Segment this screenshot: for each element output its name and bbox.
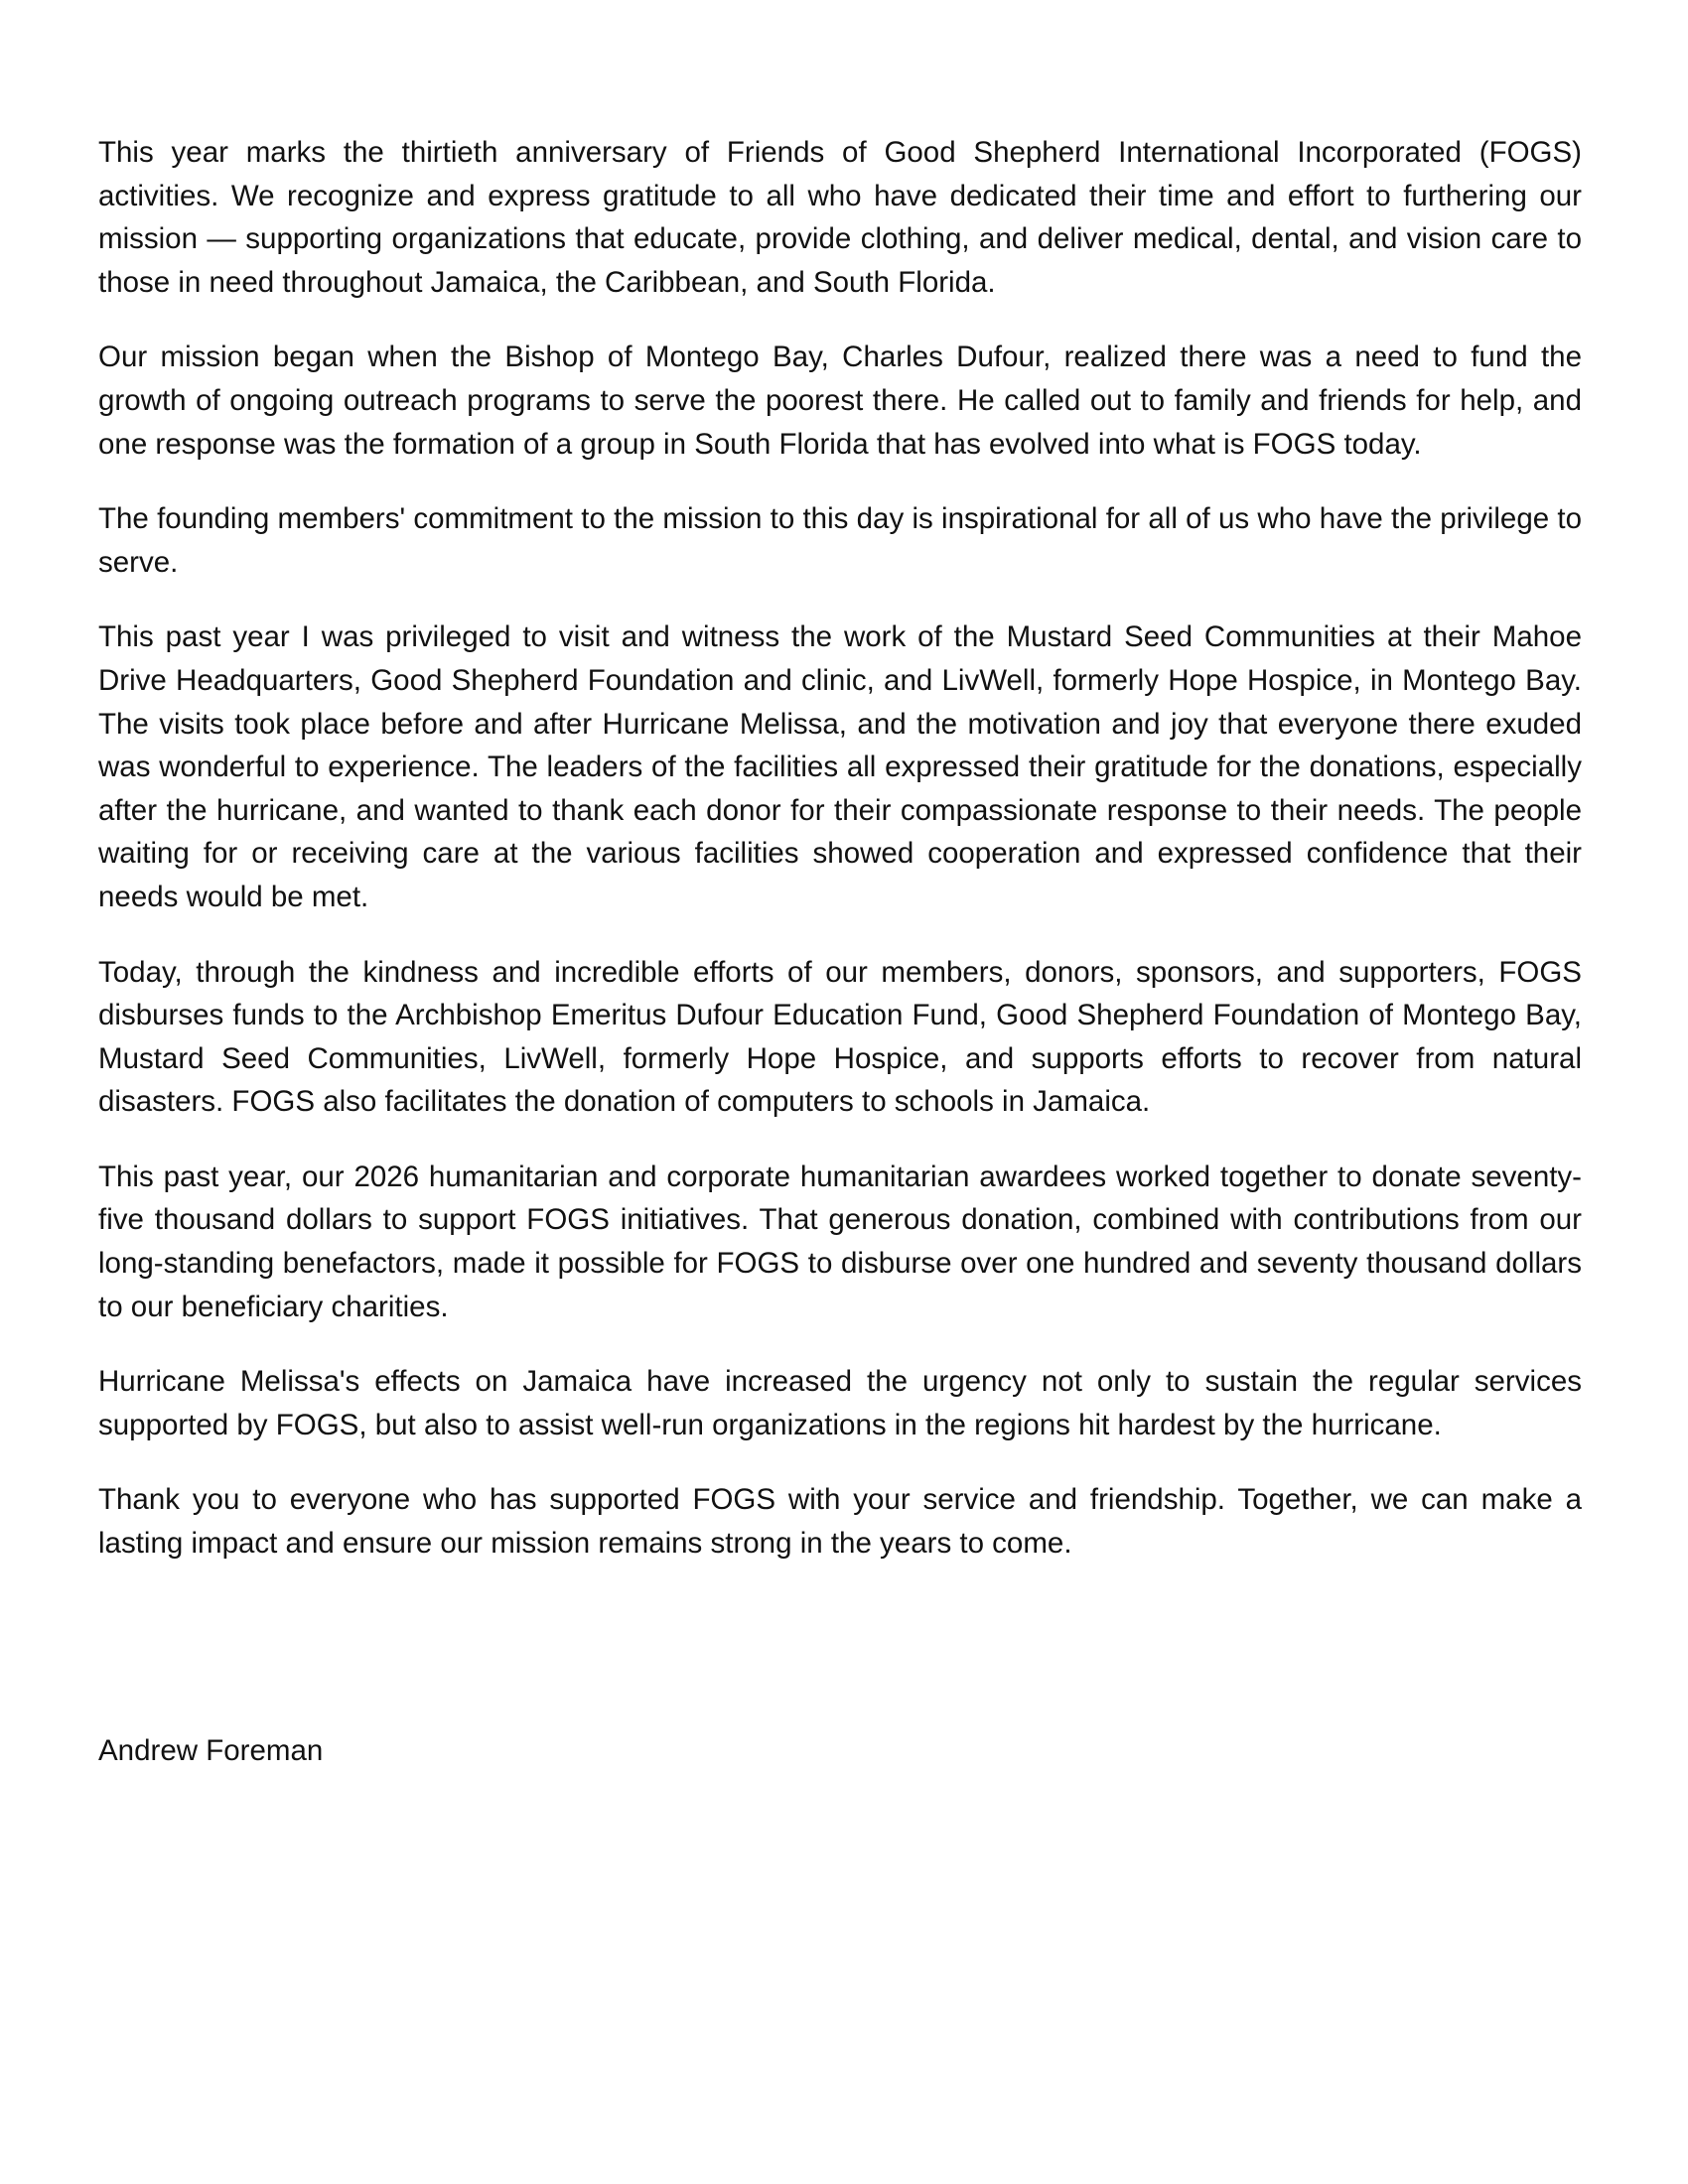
paragraph-hurricane-urgency: Hurricane Melissa's effects on Jamaica have increased the urgency not only to sustain the regular services supported by FOGS, but also to assist well-run organizations in the regions hit hardest by the hurricane.: [98, 1365, 1582, 1441]
paragraph-awardees-donation: This past year, our 2026 humanitarian and corporate humanitarian awardees worked together to donate seventy-five thousand dollars to support FOGS initiatives. That generous donation, combined with contributions from our long-standing benefactors, made it possible for FOGS to disburse over one hundred and seventy thousand dollars to our beneficiary charities.: [98, 1160, 1582, 1323]
paragraph-disbursements: Today, through the kindness and incredible efforts of our members, donors, sponsors, and supporters, FOGS disburses funds to the Archbishop Emeritus Dufour Education Fund, Good Shepherd Foundation of Montego Bay, Mustard Seed Communities, LivWell, formerly Hope Hospice, and supports efforts to recover from natural disasters. FOGS also facilitates the donation of computers to schools in Jamaica.: [98, 955, 1582, 1119]
letter-body: [98, 131, 1582, 1597]
signature-name: Andrew Foreman: [98, 1734, 324, 1767]
paragraph-thank-you: Thank you to everyone who has supported FOGS with your service and friendship. Together, we can make a lasting impact and ensure our mission remains strong in the years to come.: [98, 1483, 1582, 1561]
paragraph-mission-origin: Our mission began when the Bishop of Montego Bay, Charles Dufour, realized there was a need to fund the growth of ongoing outreach programs to serve the poorest there. He called out to family and friends for help, and one response was the formation of a group in South Florida that has evolved into what is FOGS today.: [98, 341, 1582, 461]
paragraph-site-visits: This past year I was privileged to visit and witness the work of the Mustard Seed Communities at their Mahoe Drive Headquarters, Good Shepherd Foundation and clinic, and LivWell, formerly Hope Hospice, in Montego Bay. The visits took place before and after Hurricane Melissa, and the motivation and joy that everyone there exuded was wonderful to experience. The leaders of the facilities all expressed their gratitude for the donations, especially after the hurricane, and wanted to thank each donor for their compassionate response to their needs. The people waiting for or receiving care at the various facilities showed cooperation and expressed confidence that their needs would be met.: [98, 620, 1582, 913]
paragraph-anniversary: This year marks the thirtieth anniversary of Friends of Good Shepherd International Incorporated (FOGS) activities. We recognize and express gratitude to all who have dedicated their time and effort to furthering our mission — supporting organizations that educate, provide clothing, and deliver medical, dental, and vision care to those in need throughout Jamaica, the Caribbean, and South Florida.: [98, 136, 1582, 299]
paragraph-founding-members: The founding members' commitment to the mission to this day is inspirational for all of us who have the privilege to serve.: [98, 502, 1582, 579]
